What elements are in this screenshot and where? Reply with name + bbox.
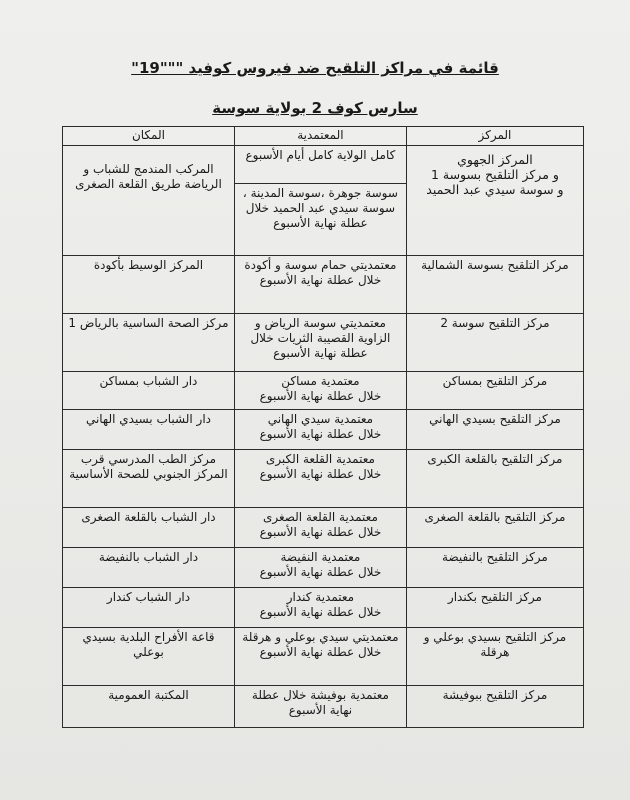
- cell-place: المركب المندمج للشباب و الرياضة طريق القلعة الصغرى: [63, 146, 235, 256]
- table-row: [63, 256, 584, 314]
- cell-delegation: معتمدية بوفيشة خلال عطلة نهاية الأسبوع: [234, 686, 406, 728]
- cell-delegation: معتمدية كندار خلال عطلة نهاية الأسبوع: [234, 588, 406, 628]
- cell-center: مركز التلقيح ببوفيشة: [406, 686, 583, 728]
- cell-place: دار الشباب بمساكن: [63, 372, 235, 410]
- table-header-row: [63, 127, 584, 146]
- cell-delegation: معتمديتي حمام سوسة و أكودة خلال عطلة نهاية الأسبوع: [234, 256, 406, 314]
- table-row: [63, 410, 584, 450]
- cell-delegation: سوسة جوهرة ،سوسة المدينة ، سوسة سيدي عبد الحميد خلال عطلة نهاية الأسبوع: [234, 184, 406, 256]
- cell-delegation: معتمدية النفيضة خلال عطلة نهاية الأسبوع: [234, 548, 406, 588]
- cell-place: مركز الطب المدرسي قرب المركز الجنوبي للصحة الأساسية: [63, 450, 235, 508]
- cell-delegation: معتمدية القلعة الكبرى خلال عطلة نهاية الأسبوع: [234, 450, 406, 508]
- cell-place: المكتبة العمومية: [63, 686, 235, 728]
- cell-place: المركز الوسيط بأكودة: [63, 256, 235, 314]
- table-row: [63, 686, 584, 728]
- header-center: المركز: [406, 127, 583, 146]
- cell-place: مركز الصحة الساسية بالرياض 1: [63, 314, 235, 372]
- table-row: [63, 146, 584, 184]
- cell-center: مركز التلقيح بسيدي الهاني: [406, 410, 583, 450]
- cell-center: مركز التلقيح بالقلعة الكبرى: [406, 450, 583, 508]
- cell-place: دار الشباب كندار: [63, 588, 235, 628]
- cell-place: دار الشباب بالنفيضة: [63, 548, 235, 588]
- cell-center: مركز التلقيح سوسة 2: [406, 314, 583, 372]
- header-delegation: المعتمدية: [234, 127, 406, 146]
- cell-delegation: معتمديتي سوسة الرياض و الزاوية القصيبة الثريات خلال عطلة نهاية الأسبوع: [234, 314, 406, 372]
- document-title: قائمة في مراكز التلقيح ضد فيروس كوفيد """19": [131, 59, 499, 77]
- vaccination-centers-table: [62, 126, 584, 728]
- table-row: [63, 508, 584, 548]
- cell-delegation: معتمديتي سيدي بوعلي و هرقلة خلال عطلة نهاية الأسبوع: [234, 628, 406, 686]
- table-row: [63, 314, 584, 372]
- cell-delegation: معتمدية القلعة الصغرى خلال عطلة نهاية الأسبوع: [234, 508, 406, 548]
- table-row: [63, 372, 584, 410]
- cell-center: مركز التلقيح بالنفيضة: [406, 548, 583, 588]
- cell-place: دار الشباب بالقلعة الصغرى: [63, 508, 235, 548]
- document-subtitle: سارس كوف 2 بولاية سوسة: [212, 99, 418, 117]
- cell-center: مركز التلقيح بالقلعة الصغرى: [406, 508, 583, 548]
- cell-center: مركز التلقيح بسوسة الشمالية: [406, 256, 583, 314]
- cell-delegation: كامل الولاية كامل أيام الأسبوع: [234, 146, 406, 184]
- cell-center: المركز الجهوي و مركز التلقيح بسوسة 1 و سوسة سيدي عبد الحميد: [406, 146, 583, 256]
- table-row: [63, 548, 584, 588]
- header-place: المكان: [63, 127, 235, 146]
- table-row: [63, 628, 584, 686]
- table-row: [63, 588, 584, 628]
- cell-delegation: معتمدية مساكن خلال عطلة نهاية الأسبوع: [234, 372, 406, 410]
- cell-delegation: معتمدية سيدي الهاني خلال عطلة نهاية الأسبوع: [234, 410, 406, 450]
- cell-place: قاعة الأفراح البلدية بسيدي بوعلي: [63, 628, 235, 686]
- cell-place: دار الشباب بسيدي الهاني: [63, 410, 235, 450]
- cell-center: مركز التلقيح بكندار: [406, 588, 583, 628]
- table-row: [63, 450, 584, 508]
- cell-center: مركز التلقيح بمساكن: [406, 372, 583, 410]
- cell-center: مركز التلقيح بسيدي بوعلي و هرقلة: [406, 628, 583, 686]
